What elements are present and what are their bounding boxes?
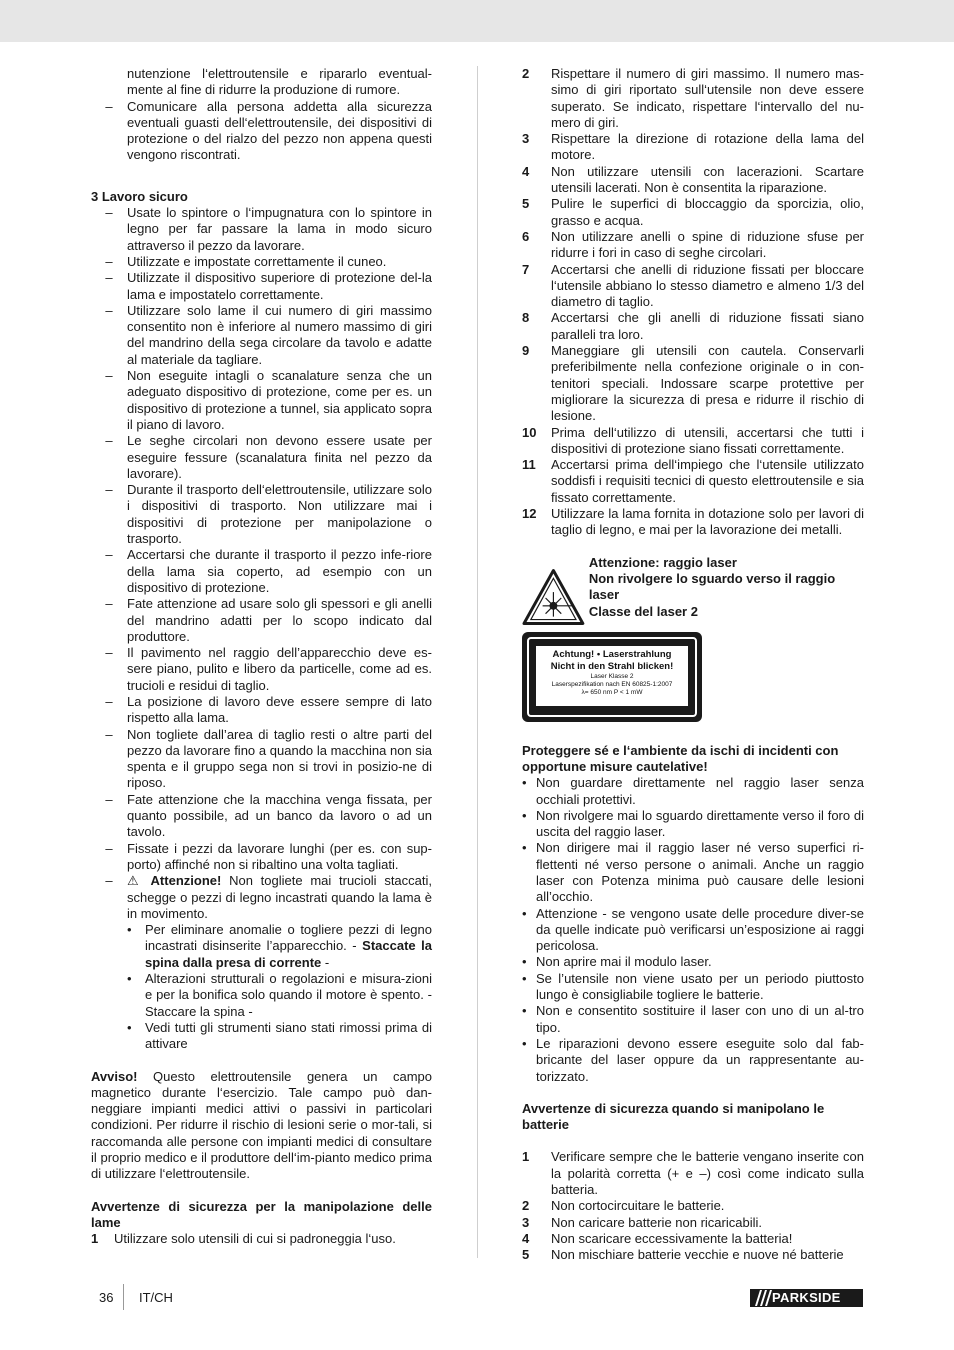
- item-number: 1: [522, 1149, 530, 1165]
- numbered-item: [522, 310, 864, 343]
- list-item: [91, 547, 432, 596]
- numbered-item: [522, 1149, 864, 1198]
- item-text: Rispettare il numero di giri massimo. Il numero mas-simo di giri riportato sull‘utensile non deve essere superato. Se indicato, rispettare l‘intervallo del nu-mero di giri.: [551, 66, 864, 130]
- bullet-bold-text: Staccate la spina dalla presa di corrente: [145, 938, 432, 970]
- bullet-marker: •: [522, 970, 527, 986]
- list-item: [91, 727, 432, 792]
- item-text: Non cortocircuitare le batterie.: [551, 1198, 725, 1214]
- item-number: 3: [522, 1214, 530, 1230]
- dash-marker: –: [105, 433, 113, 449]
- parkside-logo: [750, 1289, 863, 1307]
- item-number: 6: [522, 228, 530, 244]
- blades-heading: Avvertenze di sicurezza per la manipolazione delle lame: [91, 1198, 432, 1230]
- dash-marker: –: [105, 547, 113, 563]
- list-item-text: Fissate i pezzi da lavorare lunghi (per es. con sup-porto) affinché non si ribaltino una volta tagliati.: [127, 840, 432, 872]
- laser-warning-line: Attenzione: raggio laser: [588, 554, 737, 570]
- item-text: Utilizzare la lama fornita in dotazione solo per lavori di taglio di legno, e mai per la lavorazione dei metalli.: [551, 506, 864, 538]
- item-number: 2: [522, 1198, 530, 1214]
- item-text: Non caricare batterie non ricaricabili.: [551, 1214, 762, 1230]
- list-item-text: Usate lo spintore o l‘impugnatura con lo spintore in legno per far passare la lama in modo sicuro attraverso il pezzo da lavorare.: [127, 205, 432, 253]
- numbered-item: [522, 196, 864, 229]
- bullet-text: Alterazioni strutturali o regolazioni e misura-zioni e per la bonifica solo quando il motore è spento. - Staccare la spina -: [145, 971, 432, 1019]
- numbered-item: [522, 66, 864, 131]
- numbered-item: [522, 164, 864, 197]
- numbered-item: [522, 506, 864, 539]
- bullet-text: Non dirigere mai il raggio laser né verso superfici ri-flettenti né verso persone o animali. Anche un raggio laser con Potenza minima può causare delle lesioni all’occhio.: [536, 840, 864, 905]
- dash-marker: –: [105, 482, 113, 498]
- dash-marker: –: [105, 726, 113, 742]
- list-item: [91, 694, 432, 727]
- bullet-marker: •: [522, 840, 527, 856]
- list-item: [91, 482, 432, 547]
- item-number: 8: [522, 310, 530, 326]
- bullet-text: Non e consentito sostituire il laser con uno di un al-tro tipo.: [536, 1003, 864, 1035]
- laser-class-label: [522, 632, 702, 722]
- list-item-text: Il pavimento nel raggio dell’apparecchio deve es-sere piano, pulito e libero da particelle, come ad es. trucioli e residui di taglio.: [127, 645, 432, 693]
- list-item-text: Non eseguite intagli o scanalature senza che un adeguato dispositivo di protezione, come per es. un dispositivo di protezione a tunnel, sia applicato sopra il piano di lavoro.: [127, 368, 432, 432]
- item-text: Non scaricare eccessivamente la batteria!: [551, 1230, 793, 1246]
- footer-separator: [123, 1284, 124, 1310]
- item-text: Accertarsi che gli anelli di riduzione fissati siano paralleli tra loro.: [551, 310, 864, 342]
- item-number: 7: [522, 261, 530, 277]
- warning-icon: ⚠: [127, 873, 143, 889]
- bullet-marker: •: [127, 971, 132, 987]
- list-item-text: Non togliete dall’area di taglio resti o altre parti del pezzo da lavorare fino a quando la macchina non sia spenta e il gruppo sega non si trovi in posizio-ne di riposo.: [127, 726, 432, 791]
- item-text: Pulire le superfici di bloccaggio da sporcizia, olio, grasso e acqua.: [551, 196, 864, 228]
- list-item-text: Comunicare alla persona addetta alla sicurezza eventuali guasti dell‘elettroutensile, dei dispositivi di protezione o del rialzo del pezzo non appena questi vengono riscontrati.: [127, 98, 432, 163]
- numbered-item: [522, 262, 864, 311]
- sub-bullet: [127, 1020, 432, 1053]
- item-number: 5: [522, 1247, 530, 1263]
- laser-warning-line: Classe del laser 2: [588, 603, 698, 619]
- item-number: 11: [522, 457, 536, 473]
- numbered-item: [522, 343, 864, 424]
- item-text: Utilizzare solo utensili di cui si padroneggia l‘uso.: [114, 1231, 396, 1247]
- bullet-item: [522, 840, 864, 905]
- bullet-marker: •: [522, 807, 527, 823]
- laser-label-line: Laserspezifikation nach EN 60825-1:2007: [551, 680, 673, 688]
- right-column: [522, 66, 864, 1264]
- bullet-text: Per eliminare anomalie o togliere pezzi di legno incastrati disinserite l’apparecchio. -: [145, 922, 432, 954]
- brand-name: PARKSIDE: [772, 1290, 841, 1305]
- bullet-item: [522, 971, 864, 1004]
- item-number: 2: [522, 66, 530, 81]
- bullet-text: Se l’utensile non viene usato per un periodo piuttosto lungo è consigliabile togliere le batterie.: [536, 970, 864, 1003]
- avviso-label: Avviso!: [91, 1068, 138, 1084]
- list-item: [91, 433, 432, 482]
- list-item: [91, 205, 432, 254]
- dash-marker: –: [105, 693, 113, 709]
- numbered-item: [522, 1247, 864, 1263]
- laser-warning-line: Non rivolgere lo sguardo verso il raggio laser: [588, 570, 836, 603]
- dash-marker: –: [105, 791, 113, 807]
- sub-bullet: [127, 922, 432, 971]
- numbered-item: [522, 457, 864, 506]
- column-divider: [477, 66, 478, 1258]
- list-item: [91, 368, 432, 433]
- bullet-text: Vedi tutti gli strumenti siano stati rimossi prima di attivare: [145, 1019, 432, 1052]
- list-item-text: La posizione di lavoro deve essere sempre di lato rispetto alla lama.: [127, 693, 432, 726]
- list-item-text: Accertarsi che durante il trasporto il pezzo infe-riore della lama sia coperto, ad esempio con un dispositivo di protezione.: [127, 547, 432, 595]
- item-number: 3: [522, 131, 530, 147]
- bullet-text: Non aprire mai il modulo laser.: [536, 954, 712, 970]
- numbered-item: [522, 1231, 864, 1247]
- laser-label-line: Laser Klasse 2: [590, 672, 634, 680]
- numbered-item: [522, 229, 864, 262]
- section-title: Lavoro sicuro: [101, 188, 188, 204]
- warning-text: Non togliete mai trucioli staccati, schegge o pezzi di legno incastrati quando la lama è in movimento.: [127, 873, 432, 921]
- bullet-text: Non rivolgere mai lo sguardo direttamente verso il foro di uscita del raggio laser.: [536, 807, 864, 840]
- list-item: [91, 254, 432, 270]
- bullet-marker: •: [522, 905, 527, 921]
- language-code: IT/CH: [139, 1290, 173, 1305]
- list-item: [91, 99, 432, 164]
- bullet-text: Le riparazioni devono essere eseguite solo dal fab-bricante del laser oppure da un rappresentante au-torizzato.: [536, 1035, 864, 1084]
- dash-marker: –: [105, 302, 113, 318]
- logo-stripes-icon: [752, 1289, 772, 1307]
- dash-marker: –: [105, 253, 113, 269]
- list-item: [91, 596, 432, 645]
- battery-list: [522, 1149, 864, 1263]
- bullet-marker: •: [522, 1035, 527, 1051]
- bullet-item: [522, 775, 864, 808]
- numbered-item: [522, 425, 864, 458]
- list-item-text: Fate attenzione che la macchina venga fissata, per quanto possibile, ad un banco da lavoro o ad un tavolo.: [127, 791, 432, 840]
- numbered-item: [522, 131, 864, 164]
- top-band: [0, 0, 954, 42]
- item-text: Accertarsi prima dell‘impiego che l‘utensile utilizzato soddisfi i requisiti tecnici di questo elettroutensile e sia fissato correttamente.: [551, 457, 864, 505]
- intro-paragraph: nutenzione l‘elettroutensile e ripararlo eventual-mente al fine di ridurre la produzione di rumore.: [127, 66, 432, 98]
- item-text: Accertarsi che anelli di riduzione fissati per bloccare l‘utensile abbiano lo stesso diametro e almeno 1/3 del diametro di taglio.: [551, 261, 864, 310]
- item-text: Non utilizzare anelli o spine di riduzione sfuse per ridurre i fori in caso di seghe circolari.: [551, 228, 864, 261]
- bullet-item: [522, 1003, 864, 1036]
- warning-sublist: [91, 922, 432, 1052]
- bullet-text: Attenzione - se vengono usate delle procedure diver-se da quelle indicate può verificarsi un’esposizione ai raggi pericolosa.: [536, 905, 864, 954]
- numbered-item: [522, 1215, 864, 1231]
- dash-marker: –: [105, 205, 113, 221]
- bullet-item: [522, 954, 864, 970]
- item-text: Non mischiare batterie vecchie e nuove né batterie: [551, 1247, 844, 1263]
- item-number: 1: [91, 1231, 99, 1247]
- list-item: [91, 303, 432, 368]
- dash-marker: –: [105, 596, 113, 612]
- item-number: 4: [522, 163, 530, 179]
- section-heading: [91, 189, 432, 205]
- numbered-item: [522, 1198, 864, 1214]
- item-text: Prima dell‘utilizzo di utensili, accertarsi che tutti i dispositivi di protezione siano fissati correttamente.: [551, 424, 864, 456]
- list-item: [91, 645, 432, 694]
- blade-rules-list: [522, 66, 864, 539]
- item-text: Rispettare la direzione di rotazione della lama del motore.: [551, 131, 864, 163]
- list-item-text: Utilizzate e impostate correttamente il cuneo.: [127, 253, 387, 269]
- bullet-marker: •: [522, 775, 527, 791]
- laser-bullet-list: [522, 775, 864, 1085]
- battery-heading: Avvertenze di sicurezza quando si manipolano le batterie: [522, 1100, 825, 1133]
- bullet-item: [522, 808, 864, 841]
- section-number: 3: [91, 188, 99, 204]
- bullet-end-text: -: [321, 954, 330, 970]
- item-number: 4: [522, 1230, 530, 1246]
- list-item: [91, 792, 432, 841]
- bullet-marker: •: [127, 1019, 132, 1035]
- list-item-text: Fate attenzione ad usare solo gli spessori e gli anelli del mandrino adatti per lo scopo indicato dal produttore.: [127, 596, 432, 644]
- warning-label: Attenzione!: [150, 873, 222, 889]
- bullet-text: Non guardare direttamente nel raggio laser senza occhiali protettivi.: [536, 775, 864, 807]
- laser-warning-block: [522, 555, 864, 626]
- left-column: [91, 66, 432, 1247]
- dash-marker: –: [105, 368, 113, 384]
- dash-marker: –: [105, 98, 113, 114]
- dash-marker: –: [105, 873, 113, 889]
- item-text: Non utilizzare utensili con lacerazioni. Scartare utensili lacerati. Non è consentita la riparazione.: [551, 163, 864, 196]
- avviso-paragraph: [91, 1069, 432, 1183]
- numbered-item: [91, 1231, 432, 1247]
- laser-warning-text: [589, 555, 864, 626]
- list-item-text: Utilizzate il dispositivo superiore di protezione del-la lama e impostatelo correttamente.: [127, 270, 432, 302]
- bullet-item: [522, 906, 864, 955]
- bullet-item: [522, 1036, 864, 1085]
- sub-bullet: [127, 971, 432, 1020]
- item-number: 12: [522, 506, 537, 522]
- bullet-marker: •: [127, 922, 132, 938]
- list-item: [91, 841, 432, 874]
- dash-marker: –: [105, 270, 113, 286]
- dash-marker: –: [105, 840, 113, 856]
- item-number: 10: [522, 424, 537, 440]
- page-number: 36: [99, 1290, 114, 1305]
- dash-marker: –: [105, 645, 113, 661]
- item-text: Maneggiare gli utensili con cautela. Conservarli preferibilmente nella confezione originale o in con-tenitori speciali. Indossare scarpe protettive per migliorare la sicurezza di presa e ridurre il rischio di lesione.: [551, 343, 864, 424]
- list-item-warning: [91, 873, 432, 922]
- bullet-marker: •: [522, 1003, 527, 1019]
- laser-label-line: Nicht in den Strahl blicken!: [550, 660, 674, 672]
- list-item-text: Le seghe circolari non devono essere usate per eseguire fessure (scanalatura finita nel pezzo da lavorare).: [127, 433, 432, 481]
- protect-heading: Proteggere sé e l‘ambiente da ischi di incidenti con opportune misure cautelative!: [522, 742, 839, 774]
- avviso-text: Questo elettroutensile genera un campo magnetico durante l‘esercizio. Tale campo può dan-neggiare impianti medici attivi o passivi in particolari condizioni. Per ridurre il rischio di lesioni serie o mor-tali, si raccomanda alle persone con impianti medici di consultare il proprio medico e il produttore dell‘im-pianto medico prima di utilizzare l‘elettroutensile.: [91, 1068, 432, 1182]
- laser-label-line: Achtung! • Laserstrahlung: [552, 648, 672, 660]
- laser-label-line: λ= 650 nm P < 1 mW: [581, 688, 643, 696]
- list-item-text: Durante il trasporto dell‘elettroutensile, utilizzare solo i dispositivi di trasporto. Non utilizzare mai i dispositivi di protezione per manipolazione o trasporto.: [127, 482, 432, 547]
- item-number: 9: [522, 343, 530, 359]
- laser-warning-triangle-icon: [522, 568, 585, 626]
- item-text: Verificare sempre che le batterie vengano inserite con la polarità corretta (+ e –) così come indicato sulla batteria.: [551, 1149, 864, 1198]
- safe-work-list: [91, 205, 432, 873]
- item-number: 5: [522, 196, 530, 212]
- bullet-marker: •: [522, 954, 527, 970]
- list-item: [91, 270, 432, 303]
- list-item-text: Utilizzare solo lame il cui numero di giri massimo consentito non è inferiore al numero massimo di giri del mandrino della sega circolare da tavolo e adatte al materiale da tagliare.: [127, 302, 432, 367]
